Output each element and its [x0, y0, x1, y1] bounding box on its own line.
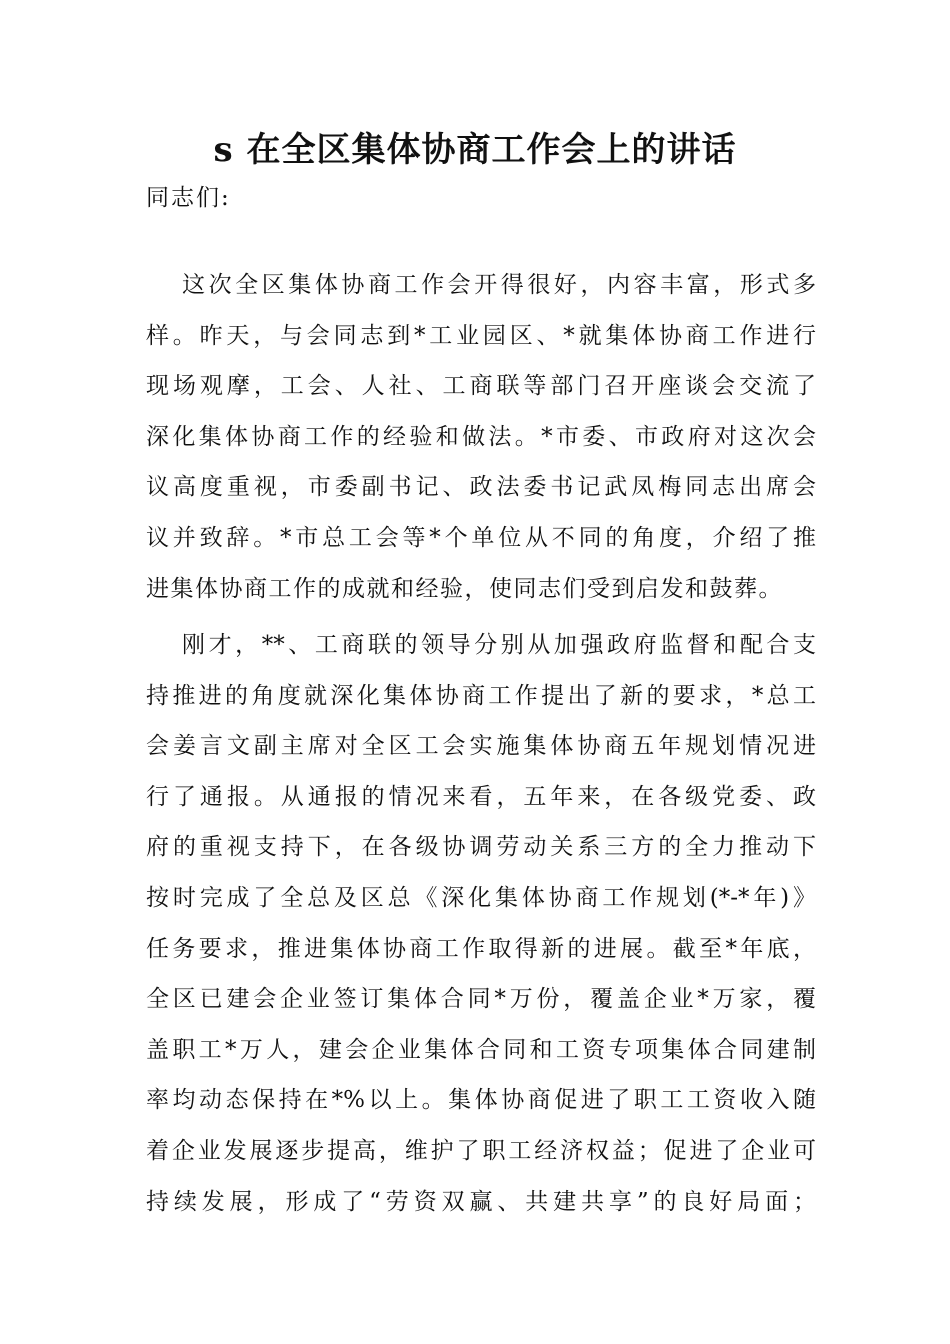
paragraph-line: 进集体协商工作的成就和经验，使同志们受到启发和鼓葬。	[146, 575, 783, 602]
paragraph-line: 全区已建会企业签订集体合同*万份，覆盖企业*万家，覆	[146, 986, 816, 1013]
paragraph-line: 行了通报。从通报的情况来看，五年来，在各级党委、政	[146, 783, 816, 810]
paragraph-line: 持推进的角度就深化集体协商工作提出了新的要求，*总工	[146, 682, 816, 709]
paragraph-line: 会姜言文副主席对全区工会实施集体协商五年规划情况进	[146, 733, 816, 760]
paragraph-2	[146, 620, 816, 1278]
paragraph-line: 刚才，**、工商联的领导分别从加强政府监督和配合支	[182, 632, 816, 658]
paragraph-line: 率均动态保持在*%以上。集体协商促进了职工工资收入随	[146, 1087, 816, 1114]
paragraph-line: 按时完成了全总及区总《深化集体协商工作规划(*-*年)》	[146, 884, 816, 911]
paragraph-line: 任务要求，推进集体协商工作取得新的进展。截至*年底，	[146, 935, 816, 962]
paragraph-line: 深化集体协商工作的经验和做法。*市委、市政府对这次会	[146, 423, 816, 450]
paragraph-line: 议高度重视，市委副书记、政法委书记武凤梅同志出席会	[146, 474, 816, 501]
paragraph-line: 盖职工*万人，建会企业集体合同和工资专项集体合同建制	[146, 1036, 816, 1063]
paragraph-line: 持续发展，形成了“劳资双赢、共建共享”的良好局面；	[146, 1188, 816, 1215]
document-title: s 在全区集体协商工作会上的讲话	[213, 130, 737, 170]
paragraph-line: 议并致辞。*市总工会等*个单位从不同的角度，介绍了推	[146, 524, 816, 551]
paragraph-line: 这次全区集体协商工作会开得很好，内容丰富，形式多	[182, 272, 816, 298]
paragraph-line: 府的重视支持下，在各级协调劳动关系三方的全力推动下	[146, 834, 816, 861]
paragraph-1	[146, 260, 816, 614]
salutation: 同志们:	[146, 185, 231, 211]
paragraph-line: 样。昨天，与会同志到*工业园区、*就集体协商工作进行	[146, 322, 816, 349]
paragraph-line: 着企业发展逐步提高，维护了职工经济权益；促进了企业可	[146, 1137, 816, 1164]
paragraph-line	[146, 1227, 816, 1278]
paragraph-line: 现场观摩，工会、人社、工商联等部门召开座谈会交流了	[146, 373, 816, 400]
